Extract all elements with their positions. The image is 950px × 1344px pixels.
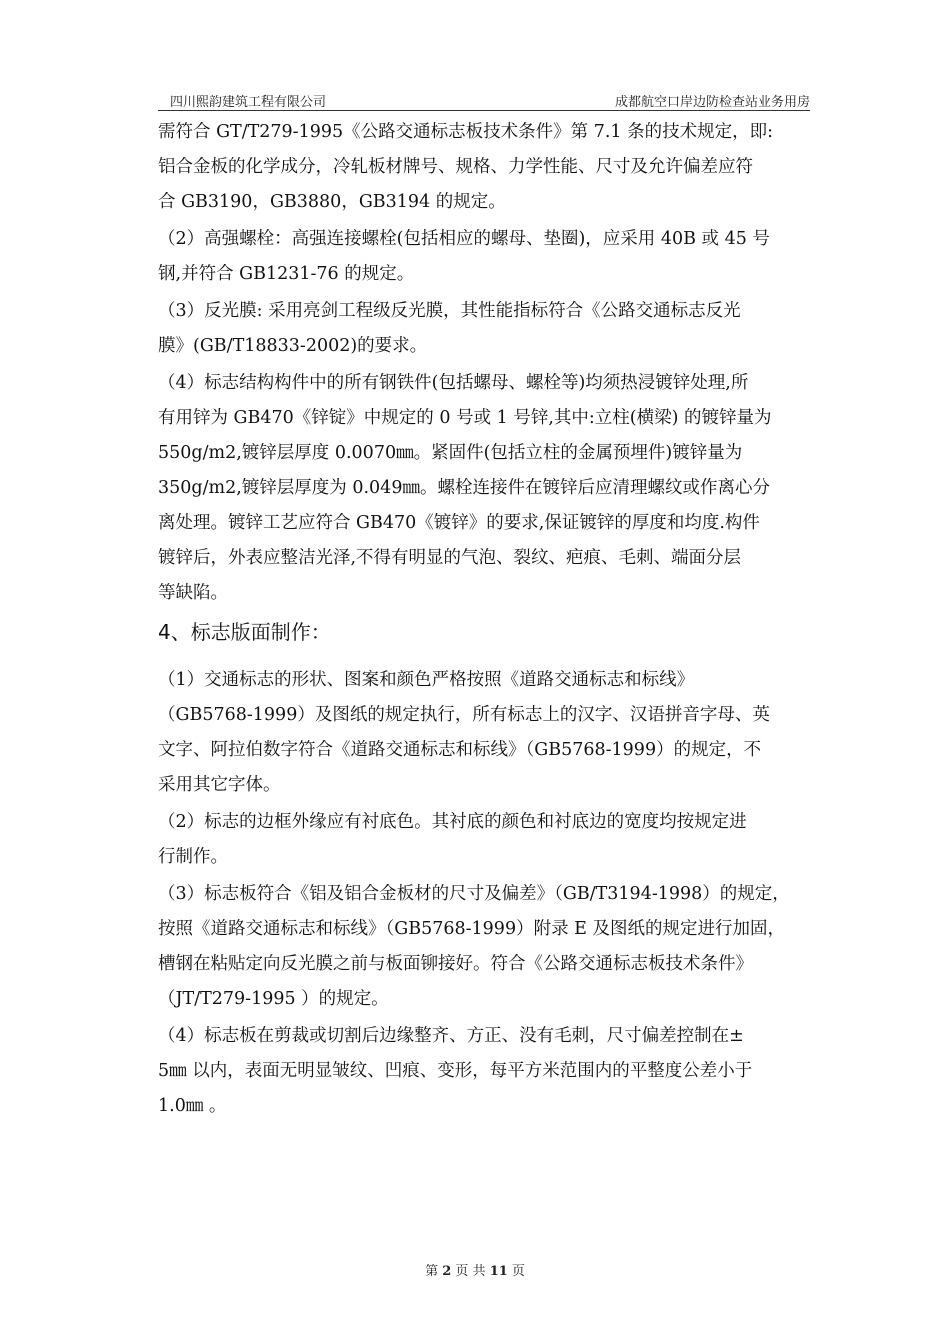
paragraph-galvanizing bbox=[158, 366, 810, 611]
text-line: 等缺陷。 bbox=[158, 583, 228, 603]
paragraph-sign-plate bbox=[158, 877, 810, 1017]
text-line: 膜》(GB/T18833-2002)的要求。 bbox=[158, 336, 428, 356]
paragraph-sign-cutting bbox=[158, 1019, 810, 1124]
company-name: 四川熙韵建筑工程有限公司 bbox=[170, 95, 327, 110]
project-name: 成都航空口岸边防检查站业务用房 bbox=[614, 95, 810, 110]
text-line: 铝合金板的化学成分，冷轧板材牌号、规格、力学性能、尺寸及允许偏差应符 bbox=[158, 157, 753, 177]
text-line: 槽钢在粘贴定向反光膜之前与板面铆接好。符合《公路交通标志板技术条件》 bbox=[158, 954, 753, 974]
footer-prefix: 第 bbox=[425, 1264, 439, 1279]
text-line: 550g/m2,镀锌层厚度 0.0070㎜。紧固件(包括立柱的金属预埋件)镀锌量为 bbox=[158, 443, 743, 463]
total-page-count: 11 bbox=[489, 1264, 508, 1279]
paragraph-reflective-film bbox=[158, 294, 810, 364]
text-line: （JT/T279-1995 ）的规定。 bbox=[158, 989, 389, 1009]
text-line: 钢,并符合 GB1231-76 的规定。 bbox=[158, 264, 415, 284]
text-line: （4）标志板在剪裁或切割后边缘整齐、方正、没有毛刺，尺寸偏差控制在± bbox=[158, 1026, 744, 1046]
text-line: 采用其它字体。 bbox=[158, 775, 281, 795]
section-heading: 4、标志版面制作： bbox=[158, 620, 331, 644]
footer-middle: 页 共 bbox=[455, 1264, 486, 1279]
text-line: 需符合 GT/T279-1995《公路交通标志板技术条件》第 7.1 条的技术规定，即: bbox=[158, 122, 773, 142]
text-line: （2）高强螺栓：高强连接螺栓(包括相应的螺母、垫圈)，应采用 40B 或 45 号 bbox=[158, 229, 770, 249]
text-line: 有用锌为 GB470《锌锭》中规定的 0 号或 1 号锌,其中:立柱(横梁) 的镀锌量为 bbox=[158, 408, 772, 428]
text-line: 合 GB3190，GB3880，GB3194 的规定。 bbox=[158, 192, 506, 212]
text-line: 离处理。镀锌工艺应符合 GB470《镀锌》的要求,保证镀锌的厚度和均度.构件 bbox=[158, 513, 760, 533]
text-line: 行制作。 bbox=[158, 847, 228, 867]
current-page-number: 2 bbox=[442, 1264, 452, 1279]
text-line: （3）反光膜: 采用亮剑工程级反光膜，其性能指标符合《公路交通标志反光 bbox=[158, 301, 741, 321]
page-header bbox=[158, 90, 810, 111]
text-line: （4）标志结构构件中的所有钢铁件(包括螺母、螺栓等)均须热浸镀锌处理,所 bbox=[158, 373, 749, 393]
text-line: 按照《道路交通标志和标线》（GB5768-1999）附录 E 及图纸的规定进行加固， bbox=[158, 919, 785, 939]
text-line: 1.0㎜ 。 bbox=[158, 1096, 227, 1116]
text-line: 镀锌后，外表应整洁光泽,不得有明显的气泡、裂纹、疤痕、毛刺、端面分层 bbox=[158, 548, 742, 568]
document-body bbox=[158, 115, 810, 1124]
text-line: （GB5768-1999）及图纸的规定执行，所有标志上的汉字、汉语拼音字母、英 bbox=[158, 705, 770, 725]
page-footer bbox=[0, 1260, 950, 1279]
footer-suffix: 页 bbox=[511, 1264, 525, 1279]
text-line: 文字、阿拉伯数字符合《道路交通标志和标线》（GB5768-1999）的规定，不 bbox=[158, 740, 762, 760]
paragraph-high-strength-bolts bbox=[158, 222, 810, 292]
paragraph-sign-border bbox=[158, 805, 810, 875]
text-line: 5㎜ 以内，表面无明显皱纹、凹痕、变形，每平方米范围内的平整度公差小于 bbox=[158, 1061, 753, 1081]
paragraph-aluminum-spec bbox=[158, 115, 810, 220]
text-line: （2）标志的边框外缘应有衬底色。其衬底的颜色和衬底边的宽度均按规定进 bbox=[158, 812, 747, 832]
text-line: （3）标志板符合《铝及铝合金板材的尺寸及偏差》（GB/T3194-1998）的规定， bbox=[158, 884, 790, 904]
text-line: 350g/m2,镀锌层厚度为 0.049㎜。螺栓连接件在镀锌后应清理螺纹或作离心分 bbox=[158, 478, 770, 498]
text-line: （1）交通标志的形状、图案和颜色严格按照《道路交通标志和标线》 bbox=[158, 670, 695, 690]
paragraph-sign-shape bbox=[158, 663, 810, 803]
